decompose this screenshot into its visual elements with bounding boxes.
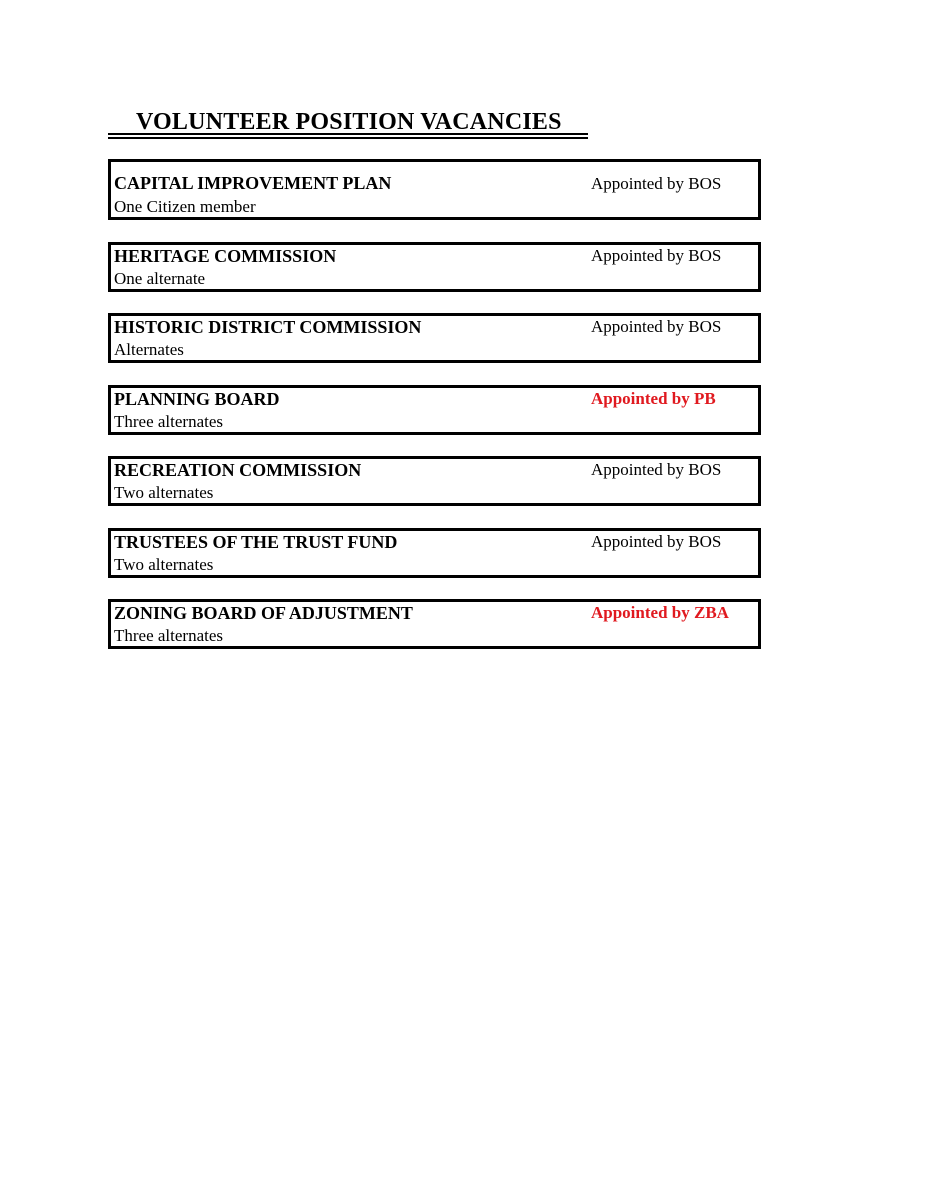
vacancy-appointed-by: Appointed by BOS [591,174,722,193]
vacancy-name: CAPITAL IMPROVEMENT PLAN [114,173,392,193]
vacancy-appointed-by: Appointed by ZBA [591,603,729,622]
vacancy-name: HERITAGE COMMISSION [114,245,337,266]
vacancy-trustees-of-the-trust-fund [108,528,761,578]
vacancy-capital-improvement-plan [108,159,761,220]
vacancy-name: TRUSTEES OF THE TRUST FUND [114,531,398,552]
vacancy-detail: Alternates [114,340,184,359]
vacancy-detail: One Citizen member [114,197,256,216]
vacancy-appointed-by: Appointed by PB [591,388,716,408]
vacancy-appointed-by: Appointed by BOS [591,317,722,336]
vacancy-appointed-by: Appointed by BOS [591,531,722,551]
vacancy-name: PLANNING BOARD [114,388,280,409]
vacancy-appointed-by: Appointed by BOS [591,245,722,265]
vacancy-recreation-commission [108,456,761,506]
title-underline-double [108,137,588,139]
vacancy-planning-board [108,385,761,435]
vacancy-detail: One alternate [114,268,206,288]
vacancy-historic-district-commission [108,313,761,363]
vacancy-name: HISTORIC DISTRICT COMMISSION [114,317,422,337]
vacancy-list [108,159,761,671]
vacancy-zoning-board-of-adjustment [108,599,761,649]
vacancy-detail: Three alternates [114,626,224,645]
vacancy-appointed-by: Appointed by BOS [591,460,722,479]
page-title: VOLUNTEER POSITION VACANCIES [136,109,562,135]
vacancy-name: RECREATION COMMISSION [114,460,362,480]
title-underline [108,133,588,135]
vacancy-heritage-commission [108,242,761,292]
vacancy-name: ZONING BOARD OF ADJUSTMENT [114,603,413,623]
vacancy-detail: Two alternates [114,554,214,574]
vacancy-detail: Three alternates [114,411,224,431]
vacancy-detail: Two alternates [114,483,214,502]
